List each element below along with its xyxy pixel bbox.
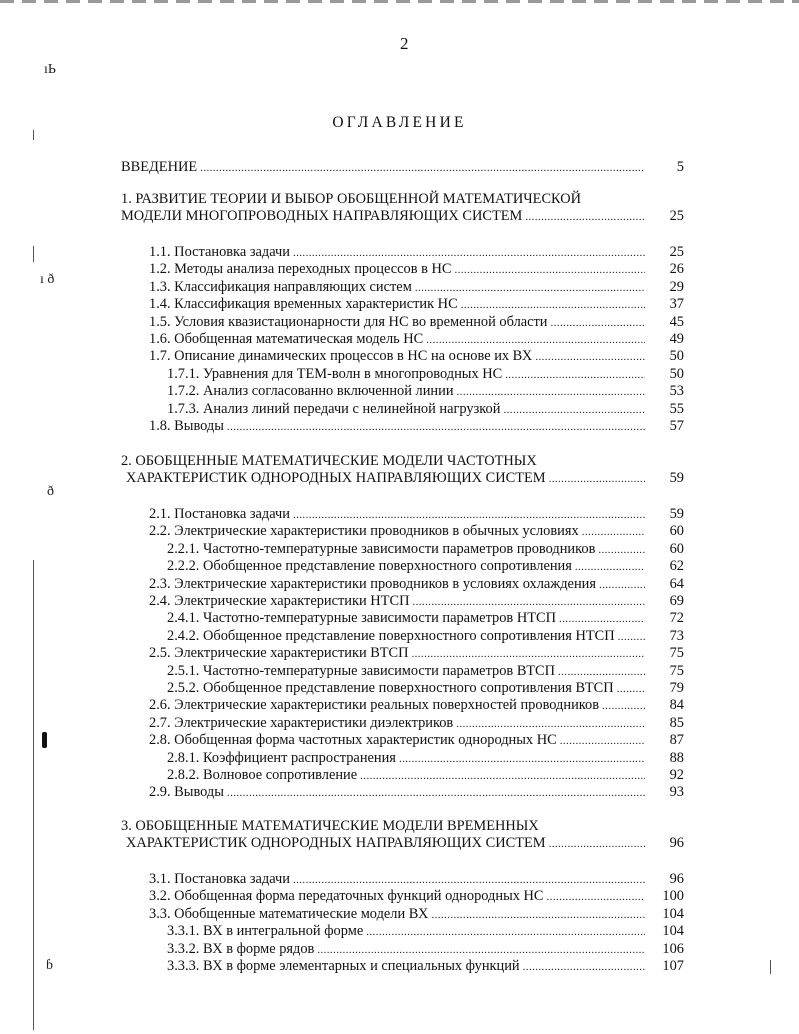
toc-entry [167, 663, 648, 680]
leader-dots [547, 889, 645, 906]
toc-entry-label: 2.8.1. Коэффициент распространения [167, 750, 396, 766]
toc-page-number: 72 [669, 610, 684, 626]
toc-entry-label: 2.2. Электрические характеристики проводников в обычных условиях [149, 523, 579, 539]
toc-page-number: 104 [662, 923, 684, 939]
toc-page-number: 59 [669, 470, 684, 486]
toc-entry-label: 3.3.3. ВХ в форме элементарных и специальных функций [167, 958, 520, 974]
leader-dots [412, 594, 645, 611]
toc-page-number: 96 [669, 835, 684, 851]
toc-page-number: 85 [669, 715, 684, 731]
chapter-title-line2 [121, 208, 648, 225]
margin-mark: ı ð [40, 272, 55, 287]
toc-entry [149, 523, 648, 540]
toc-entry-label: 1.8. Выводы [149, 418, 224, 434]
leader-dots [461, 297, 645, 314]
leader-dots [456, 716, 645, 733]
leader-dots [618, 629, 645, 646]
leader-dots [227, 785, 645, 802]
toc-page-number: 57 [669, 418, 684, 434]
toc-page-number: 60 [669, 541, 684, 557]
toc-page-number: 25 [669, 208, 684, 224]
toc-page-number: 55 [669, 401, 684, 417]
leader-dots [505, 367, 645, 384]
leader-dots [602, 698, 645, 715]
toc-entry [149, 697, 648, 714]
toc-page-number: 100 [662, 888, 684, 904]
toc-page-number: 73 [669, 628, 684, 644]
toc-entry [167, 750, 648, 767]
toc-entry-label: 1.1. Постановка задачи [149, 244, 290, 260]
toc-page-number: 69 [669, 593, 684, 609]
toc-page-number: 62 [669, 558, 684, 574]
toc-entry-label: ВВЕДЕНИЕ [121, 159, 198, 175]
toc-entry-label: 2.2.1. Частотно-температурные зависимости параметров проводников [167, 541, 596, 557]
leader-dots [549, 836, 645, 853]
toc-entry [149, 418, 648, 435]
toc-entry [149, 296, 648, 313]
chapter-title-text: ХАРАКТЕРИСТИК ОДНОРОДНЫХ НАПРАВЛЯЮЩИХ СИСТЕМ [126, 835, 546, 851]
leader-dots [457, 384, 645, 401]
toc-page-number: 75 [669, 645, 684, 661]
toc-entry-label: 2.6. Электрические характеристики реальных поверхностей проводников [149, 697, 600, 713]
leader-dots [560, 733, 645, 750]
leader-dots [503, 402, 645, 419]
toc-entry [167, 941, 648, 958]
toc-entry [149, 576, 648, 593]
toc-entry-label: 1.7. Описание динамических процессов в НС на основе их ВХ [149, 348, 533, 364]
leader-dots [549, 471, 645, 488]
toc-entry [167, 366, 648, 383]
toc-entry-label: 2.5.2. Обобщенное представление поверхностного сопротивления ВТСП [167, 680, 614, 696]
leader-dots [551, 315, 645, 332]
leader-dots [535, 349, 645, 366]
toc-page-number: 59 [669, 506, 684, 522]
leader-dots [317, 942, 645, 959]
chapter-title-text: ХАРАКТЕРИСТИК ОДНОРОДНЫХ НАПРАВЛЯЮЩИХ СИСТЕМ [126, 470, 546, 486]
leader-dots [415, 280, 645, 297]
toc-entry [167, 383, 648, 400]
chapter-title-line2 [126, 470, 648, 487]
toc-entry [167, 541, 648, 558]
leader-dots [454, 262, 645, 279]
toc-entry-label: 3.2. Обобщенная форма передаточных функций однородных НС [149, 888, 544, 904]
leader-dots [599, 577, 645, 594]
toc-page-number: 29 [669, 279, 684, 295]
leader-dots [431, 907, 645, 924]
toc-page-number: 93 [669, 784, 684, 800]
toc-entry-label: 1.4. Классификация временных характеристик НС [149, 296, 458, 312]
margin-mark: ɓ [46, 958, 53, 973]
toc-entry [149, 331, 648, 348]
toc-page-number: 88 [669, 750, 684, 766]
toc-entry-label: 2.4.2. Обобщенное представление поверхностного сопротивления НТСП [167, 628, 615, 644]
page-number: 2 [400, 34, 409, 53]
toc-page-number: 106 [662, 941, 684, 957]
toc-entry-label: 3.3.2. ВХ в форме рядов [167, 941, 315, 957]
leader-dots [399, 751, 645, 768]
toc-page-number: 87 [669, 732, 684, 748]
leader-dots [360, 768, 645, 785]
leader-dots [200, 160, 645, 177]
toc-page-number: 49 [669, 331, 684, 347]
page-title: ОГЛАВЛЕНИЕ [332, 114, 467, 131]
leader-dots [293, 245, 645, 262]
leader-dots [426, 332, 645, 349]
toc-entry [167, 767, 648, 784]
toc-page-number: 60 [669, 523, 684, 539]
toc-entry-label: 2.4.1. Частотно-температурные зависимости параметров НТСП [167, 610, 556, 626]
toc-entry [149, 314, 648, 331]
leader-dots [558, 664, 645, 681]
toc-entry-label: 1.7.1. Уравнения для ТЕМ-волн в многопроводных НС [167, 366, 503, 382]
toc-entry-label: 2.9. Выводы [149, 784, 224, 800]
toc-entry [149, 732, 648, 749]
toc-entry-label: 2.2.2. Обобщенное представление поверхностного сопротивления [167, 558, 572, 574]
leader-dots [293, 872, 645, 889]
toc-entry [149, 715, 648, 732]
toc-entry-label: 2.8. Обобщенная форма частотных характеристик однородных НС [149, 732, 557, 748]
chapter-title-line2 [126, 835, 648, 852]
toc-page-number: 45 [669, 314, 684, 330]
leader-dots [227, 419, 645, 436]
toc-entry-label: 1.7.3. Анализ линий передачи с нелинейной нагрузкой [167, 401, 501, 417]
toc-entry-label: 1.6. Обобщенная математическая модель НС [149, 331, 424, 347]
toc-entry-label: 3.1. Постановка задачи [149, 871, 290, 887]
toc-page-number: 25 [669, 244, 684, 260]
chapter-title-line1: 1. РАЗВИТИЕ ТЕОРИИ И ВЫБОР ОБОБЩЕННОЙ МАТЕМАТИЧЕСКОЙ [121, 191, 582, 207]
leader-dots [559, 611, 645, 628]
toc-entry-label: 2.5.1. Частотно-температурные зависимости параметров ВТСП [167, 663, 556, 679]
chapter-title-text: МОДЕЛИ МНОГОПРОВОДНЫХ НАПРАВЛЯЮЩИХ СИСТЕМ [121, 208, 523, 224]
toc-intro [121, 159, 648, 176]
leader-dots [293, 507, 645, 524]
toc-entry [149, 506, 648, 523]
toc-page-number: 75 [669, 663, 684, 679]
leader-dots [366, 924, 645, 941]
toc-entry [167, 680, 648, 697]
leader-dots [525, 209, 645, 226]
leader-dots [411, 646, 645, 663]
toc-entry-label: 2.5. Электрические характеристики ВТСП [149, 645, 409, 661]
toc-entry [149, 784, 648, 801]
margin-mark: ıЬ [44, 62, 56, 77]
toc-entry [149, 279, 648, 296]
toc-page-number: 5 [676, 159, 684, 175]
toc-entry [149, 593, 648, 610]
toc-entry [149, 888, 648, 905]
toc-entry-label: 2.4. Электрические характеристики НТСП [149, 593, 410, 609]
toc-entry-label: 1.2. Методы анализа переходных процессов в НС [149, 261, 452, 277]
toc-entry-label: 1.7.2. Анализ согласованно включенной линии [167, 383, 454, 399]
chapter-title-line1: 2. ОБОБЩЕННЫЕ МАТЕМАТИЧЕСКИЕ МОДЕЛИ ЧАСТОТНЫХ [121, 453, 537, 469]
toc-page-number: 107 [662, 958, 684, 974]
toc-entry-label: 1.5. Условия квазистационарности для НС во временной области [149, 314, 548, 330]
toc-page-number: 92 [669, 767, 684, 783]
toc-entry [167, 610, 648, 627]
toc-entry-label: 2.3. Электрические характеристики проводников в условиях охлаждения [149, 576, 596, 592]
leader-dots [523, 959, 645, 976]
toc-entry [149, 261, 648, 278]
toc-entry [167, 628, 648, 645]
toc-entry [149, 871, 648, 888]
toc-page-number: 53 [669, 383, 684, 399]
toc-page-number: 37 [669, 296, 684, 312]
toc-entry [167, 958, 648, 975]
toc-page-number: 104 [662, 906, 684, 922]
toc-entry [149, 906, 648, 923]
margin-mark: ð [47, 484, 54, 499]
leader-dots [617, 681, 645, 698]
toc-entry-label: 1.3. Классификация направляющих систем [149, 279, 412, 295]
toc-entry [167, 558, 648, 575]
toc-page-number: 84 [669, 697, 684, 713]
toc-page-number: 96 [669, 871, 684, 887]
toc-page-number: 79 [669, 680, 684, 696]
toc-entry-label: 3.3. Обобщенные математические модели ВХ [149, 906, 429, 922]
toc-entry-label: 3.3.1. ВХ в интегральной форме [167, 923, 364, 939]
toc-entry-label: 2.8.2. Волновое сопротивление [167, 767, 358, 783]
toc-entry-label: 2.1. Постановка задачи [149, 506, 290, 522]
leader-dots [598, 542, 645, 559]
chapter-title-line1: 3. ОБОБЩЕННЫЕ МАТЕМАТИЧЕСКИЕ МОДЕЛИ ВРЕМЕННЫХ [121, 818, 539, 834]
toc-entry [167, 401, 648, 418]
toc-entry [149, 348, 648, 365]
toc-page-number: 26 [669, 261, 684, 277]
leader-dots [575, 559, 645, 576]
toc-entry [149, 645, 648, 662]
toc-page-number: 50 [669, 348, 684, 364]
leader-dots [582, 524, 645, 541]
toc-page-number: 50 [669, 366, 684, 382]
toc-entry [149, 244, 648, 261]
toc-entry-label: 2.7. Электрические характеристики диэлектриков [149, 715, 454, 731]
toc-entry [167, 923, 648, 940]
toc-page-number: 64 [669, 576, 684, 592]
